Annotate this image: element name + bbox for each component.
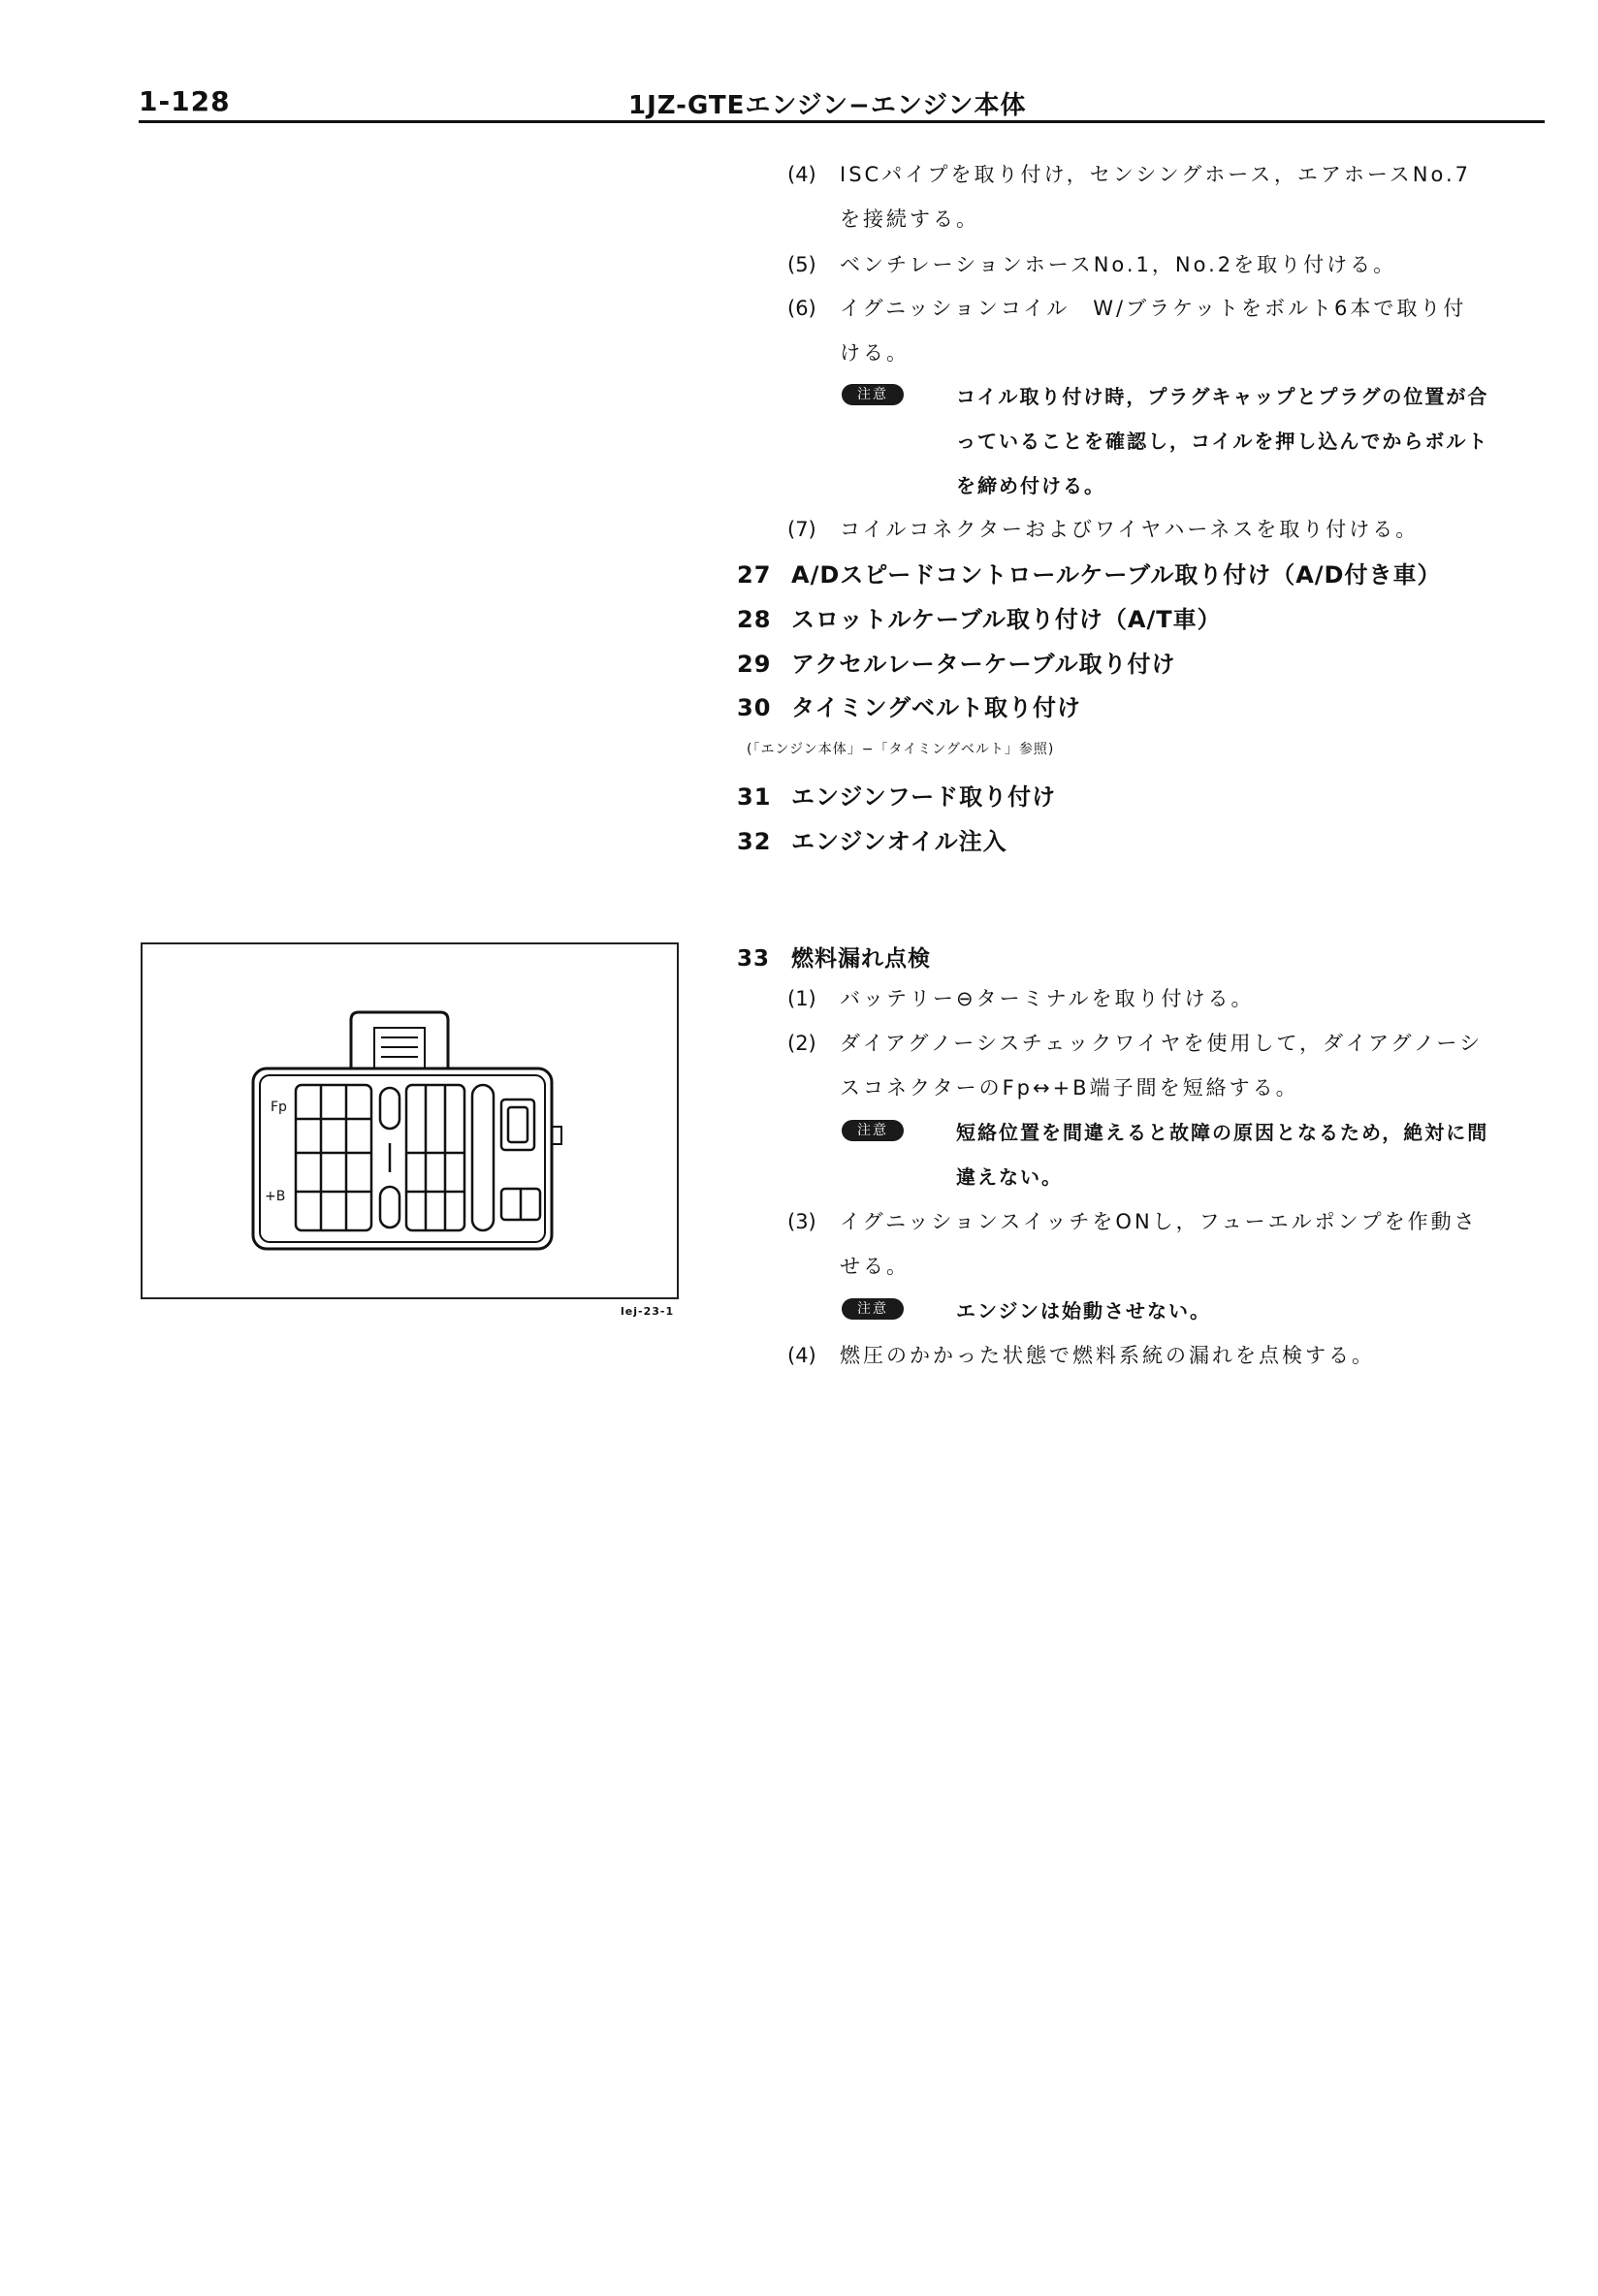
heading-text: エンジンオイル注入	[791, 828, 1007, 855]
step-4-continuation: を接続する。	[840, 207, 979, 231]
step-number: (3)	[787, 1210, 816, 1233]
heading-28	[737, 600, 1222, 634]
page-title: 1JZ-GTEエンジン−エンジン本体	[628, 91, 1027, 120]
heading-text: タイミングベルト取り付け	[791, 694, 1082, 721]
step-text: イグニッションスイッチをONし，フューエルポンプを作動さ	[840, 1210, 1478, 1233]
connector-figure	[141, 942, 679, 1299]
step-text: ダイアグノーシスチェックワイヤを使用して，ダイアグノーシ	[840, 1032, 1483, 1055]
step-text: 燃圧のかかった状態で燃料系統の漏れを点検する。	[840, 1344, 1375, 1367]
step-number: (1)	[787, 987, 816, 1010]
fp-terminal-label: Fp	[271, 1100, 287, 1115]
caution-badge: 注意	[842, 384, 904, 405]
heading-number: 30	[737, 694, 772, 721]
step-5	[787, 249, 1396, 278]
step-4	[787, 159, 1471, 188]
step-number: (2)	[787, 1032, 816, 1055]
caution-text-line: っていることを確認し，コイルを押し込んでからボルト	[956, 430, 1489, 453]
heading-30	[737, 688, 1081, 722]
caution-badge: 注意	[842, 1120, 904, 1141]
step-33-3-continuation: せる。	[840, 1255, 910, 1278]
step-text: ベンチレーションホースNo.1，No.2を取り付ける。	[840, 253, 1397, 276]
heading-text: 燃料漏れ点検	[791, 946, 931, 972]
step-text: コイルコネクターおよびワイヤハーネスを取り付ける。	[840, 518, 1420, 541]
step-text: ISCパイプを取り付け，センシングホース，エアホースNo.7	[840, 163, 1471, 186]
figure-code: lej-23-1	[621, 1305, 675, 1318]
step-text: イグニッションコイル W/ブラケットをボルト6本で取り付	[840, 297, 1467, 320]
heading-text: A/Dスピードコントロールケーブル取り付け（A/D付き車）	[791, 561, 1442, 589]
step-number: (5)	[787, 253, 816, 276]
caution-text-line: 違えない。	[956, 1165, 1063, 1189]
heading-number: 28	[737, 606, 772, 633]
heading-33	[737, 941, 931, 973]
step-number: (7)	[787, 518, 816, 541]
diagnosis-connector-diagram	[143, 944, 677, 1297]
heading-text: スロットルケーブル取り付け（A/T車）	[791, 606, 1222, 633]
heading-32	[737, 822, 1007, 856]
step-number: (6)	[787, 297, 816, 320]
heading-text: エンジンフード取り付け	[791, 783, 1057, 811]
header-divider	[139, 120, 1545, 123]
caution-badge: 注意	[842, 1298, 904, 1320]
b-terminal-label: +B	[265, 1189, 286, 1204]
step-33-2	[787, 1028, 1483, 1057]
heading-27	[737, 556, 1441, 590]
heading-number: 31	[737, 783, 772, 811]
step-7	[787, 514, 1419, 543]
heading-number: 27	[737, 561, 772, 589]
step-6-continuation: ける。	[840, 341, 910, 365]
caution-text-line: エンジンは始動させない。	[956, 1299, 1211, 1323]
step-6	[787, 293, 1466, 322]
caution-text-line: 短絡位置を間違えると故障の原因となるため，絶対に間	[956, 1121, 1489, 1144]
heading-31	[737, 778, 1056, 812]
step-33-3	[787, 1206, 1478, 1235]
heading-text: アクセルレーターケーブル取り付け	[791, 651, 1176, 678]
step-33-1	[787, 983, 1255, 1012]
heading-number: 33	[737, 946, 771, 972]
step-33-2-continuation: スコネクターのFp↔+B端子間を短絡する。	[840, 1076, 1299, 1100]
caution-text-line: を締め付ける。	[956, 474, 1105, 497]
step-33-4	[787, 1340, 1375, 1369]
page-number: 1-128	[139, 85, 231, 117]
step-number: (4)	[787, 1344, 816, 1367]
heading-29	[737, 645, 1176, 679]
heading-number: 32	[737, 828, 772, 855]
step-text: バッテリー⊖ターミナルを取り付ける。	[840, 987, 1255, 1010]
caution-text-line: コイル取り付け時，プラグキャップとプラグの位置が合	[956, 385, 1489, 408]
heading-number: 29	[737, 651, 772, 678]
reference-note: (「エンジン本体」−「タイミングベルト」参照)	[747, 742, 1055, 757]
step-number: (4)	[787, 163, 816, 186]
